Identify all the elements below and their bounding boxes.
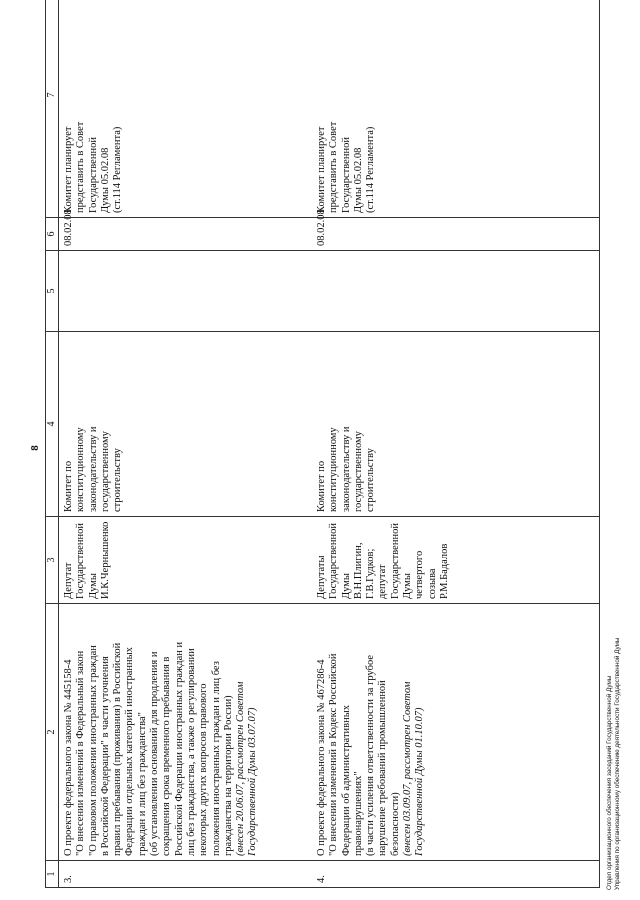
bills-table [45,0,600,888]
column-header: 2 [46,604,59,861]
action-line: Государственной [87,137,99,213]
author-line: Г.В.Гудков; [365,548,377,599]
footer-line: Управления по организационному обеспечению деятельности Государственной Думы [614,637,621,890]
action-line: Комитет планирует [63,126,74,213]
action-line: Думы 05.02.08 [352,147,364,213]
author-line: Думы [340,573,352,599]
bill-line: некоторых других вопросов правового [198,683,210,856]
bill-line: положения иностранных граждан и лиц без [210,661,222,856]
bill-line: сокращения срока временного пребывания в [161,656,173,856]
document-sheet [45,8,635,888]
committee-line: государственному [352,431,364,512]
author-line: Государственной [389,523,401,599]
bill-line: гражданства на территории России) [222,695,234,856]
author-line: четвертого созыва [414,550,438,599]
column-header: 7 [46,0,59,218]
column-header: 5 [46,251,59,332]
bill-line: граждан и лиц без гражданства" [136,712,148,856]
committee-line: государственному [99,431,111,512]
committee-line: Комитет по [63,460,74,512]
bill-line: О проекте федерального закона № 445158-4 [63,659,74,856]
bill-note: (внесен 03.09.07, рассмотрен Советом [402,681,414,856]
column-header: 3 [46,517,59,604]
action-line: (ст.114 Регламента) [365,126,377,213]
column-header: 4 [46,332,59,517]
bill-note: Государственной Думы 01.10.07) [414,707,426,856]
bill-note: Государственной Думы 03.07.07) [247,707,259,856]
author-line: Думы [87,573,99,599]
bill-line: правил пребывания (проживания) в Российской [112,642,124,856]
author-line: Депутаты [316,555,327,599]
author-line: депутат [377,564,389,599]
bill-line: в Российской Федерации" в части уточнения [99,656,111,856]
bill-line: Федерации отдельных категорий иностранных [124,647,136,856]
footer-line: Отдел организационного обеспечения заседаний Государственной Думы [606,675,613,890]
bill-line: нарушение требований промышленной [377,680,389,856]
author-line: Р.М.Бадалов [438,543,450,599]
table-row [312,0,600,888]
bill-line: правонарушениях" [352,771,364,856]
column-5-cell [59,251,313,332]
action-line: Думы 05.02.08 [99,147,111,213]
bill-description [312,604,600,861]
column-header: 1 [46,861,59,888]
bill-line: лиц без гражданства, а также о регулировании [185,648,197,856]
date-cell: 08.02.08 [312,218,600,251]
committee-line: законодательству и [87,426,99,512]
committee [312,332,600,517]
date-cell: 08.02.08 [59,218,313,251]
author-line: В.Н.Плигин, [352,542,364,599]
footer-note [606,30,622,890]
author-line: Думы [402,573,414,599]
action-line: Государственной [340,137,352,213]
bill-line: безопасности) [389,792,401,856]
bill-line: (об установлении оснований для продления и [149,651,161,856]
bill-line: О проекте федерального закона № 467286-4 [316,659,327,856]
committee-line: законодательству и [340,426,352,512]
action-line: представить в Совет [75,121,87,213]
committee-line: Комитет по [316,460,327,512]
committee [59,332,313,517]
planned-action [59,0,313,218]
row-number: 3. [59,861,313,888]
committee-line: строительству [112,448,124,512]
column-5-cell [312,251,600,332]
bill-line: "О внесении изменений в Федеральный закон [75,650,87,856]
bill-line: "О правовом положении иностранных граждан [87,645,99,856]
author-line: Государственной [75,523,87,599]
column-header: 6 [46,218,59,251]
bill-note: (внесен 20.06.07, рассмотрен Советом [235,681,247,856]
bill-line: Федерации об административных [340,704,352,856]
committee-line: конституционному [75,427,87,512]
author-line: И.К.Чернышенко [99,521,111,599]
committee-line: строительству [365,448,377,512]
action-line: Комитет планирует [316,126,327,213]
table-header-row [46,0,59,888]
authors [59,517,313,604]
row-number: 4. [312,861,600,888]
committee-line: конституционному [328,427,340,512]
bill-line: (в части усиления ответственности за грубое [365,654,377,856]
page-number: 8 [28,445,41,451]
bill-description [59,604,313,861]
bill-line: Российской Федерации иностранных граждан и [173,641,185,856]
planned-action [312,0,600,218]
authors [312,517,600,604]
action-line: (ст.114 Регламента) [112,126,124,213]
bill-line: "О внесении изменений в Кодекс Российской [328,653,340,856]
table-row [59,0,313,888]
author-line: Депутат [63,562,74,599]
action-line: представить в Совет [328,121,340,213]
author-line: Государственной [328,523,340,599]
